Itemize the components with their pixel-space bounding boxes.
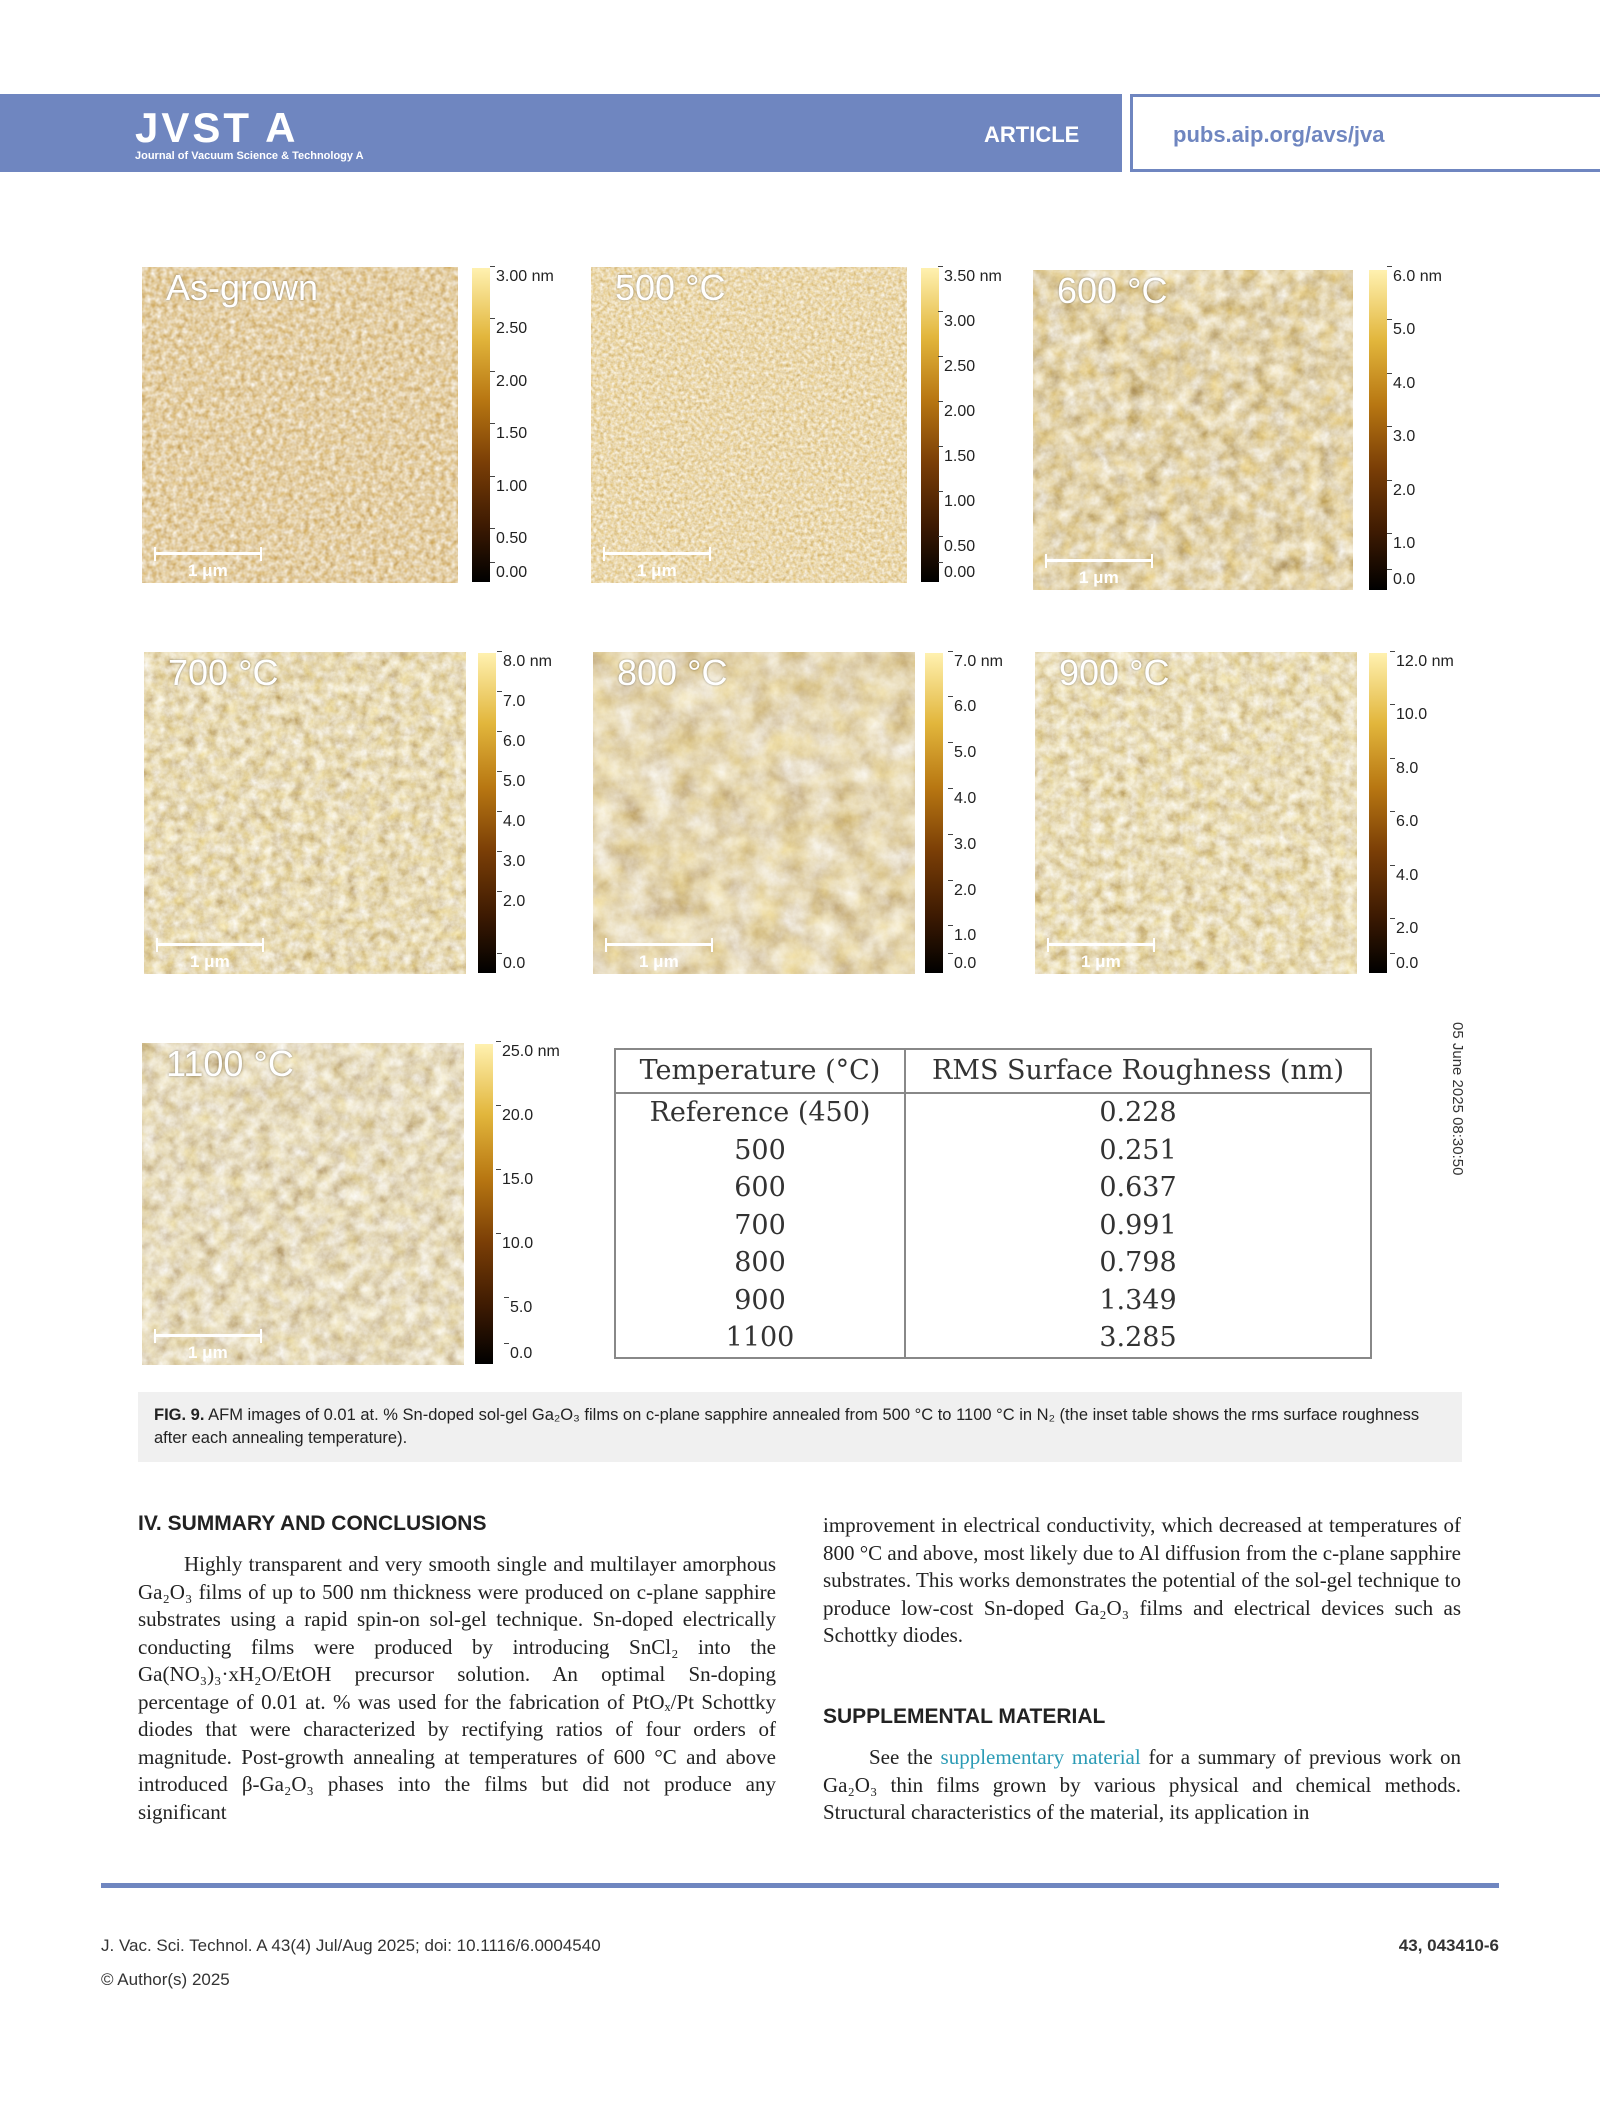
journal-logo: JVST A <box>135 104 299 151</box>
table-row <box>615 1244 1371 1282</box>
table-cell: 0.251 <box>905 1132 1371 1170</box>
header-url-box <box>1130 94 1600 172</box>
afm-texture <box>1033 270 1353 590</box>
footer-page-number: 43, 043410-6 <box>1398 1936 1499 1955</box>
colorbar-label: 3.00 <box>944 313 976 330</box>
colorbar-label: 4.0 <box>1393 375 1416 392</box>
colorbar-700c <box>478 653 496 973</box>
summary-left-column <box>138 1551 776 1826</box>
colorbar-label: 7.0 nm <box>954 653 1003 670</box>
afm-label: 600 °C <box>1057 270 1168 311</box>
table-cell: Reference (450) <box>615 1093 905 1132</box>
table-header-row <box>615 1049 1371 1093</box>
figure-caption-text: AFM images of 0.01 at. % Sn-doped sol-gel Ga₂O₃ films on c-plane sapphire annealed from 500 °C to 1100 °C in N₂ (the inset table shows the rms surface roughness after each annealing temperature). <box>154 1406 1420 1447</box>
colorbar-label: 2.50 <box>496 320 528 337</box>
figure-label: FIG. 9. <box>154 1406 205 1424</box>
table-cell: 0.798 <box>905 1244 1371 1282</box>
afm-label: 500 °C <box>615 267 726 308</box>
colorbar-label: 2.0 <box>1393 482 1416 499</box>
scale-bar <box>1047 938 1155 952</box>
afm-image-600c <box>1033 270 1353 590</box>
colorbar-as-grown <box>472 268 490 582</box>
colorbar-600c <box>1369 270 1387 590</box>
colorbar-label: 0.00 <box>944 564 976 581</box>
table-cell: 800 <box>615 1244 905 1282</box>
afm-label: 700 °C <box>168 652 279 693</box>
afm-image-1100c <box>142 1043 464 1365</box>
table-row <box>615 1282 1371 1320</box>
table-cell: 0.637 <box>905 1169 1371 1207</box>
table-header: RMS Surface Roughness (nm) <box>905 1049 1371 1093</box>
header-bar <box>0 94 1122 172</box>
section-heading-summary: IV. SUMMARY AND CONCLUSIONS <box>138 1512 487 1535</box>
scale-bar <box>154 547 262 561</box>
colorbar-label: 1.0 <box>954 927 977 944</box>
afm-image-700c <box>144 652 466 974</box>
colorbar-label: 1.0 <box>1393 535 1416 552</box>
colorbar-label: 8.0 <box>1396 760 1419 777</box>
afm-label: 900 °C <box>1059 652 1170 693</box>
colorbar-label: 0.0 <box>510 1345 533 1362</box>
afm-label: 800 °C <box>617 652 728 693</box>
afm-label: As-grown <box>166 267 319 308</box>
supplemental-text <box>823 1744 1461 1827</box>
colorbar-800c <box>925 653 943 973</box>
table-cell: 3.285 <box>905 1319 1371 1358</box>
colorbar-label: 6.0 nm <box>1393 268 1442 285</box>
afm-image-900c <box>1035 652 1357 974</box>
colorbar-label: 5.0 <box>954 744 977 761</box>
colorbar-label: 4.0 <box>1396 867 1419 884</box>
scale-bar <box>156 938 264 952</box>
table-row <box>615 1132 1371 1170</box>
scale-bar-text: 1 μm <box>1079 568 1119 587</box>
scale-bar-text: 1 μm <box>639 952 679 971</box>
afm-image-500c <box>591 267 907 583</box>
afm-texture <box>142 1043 464 1365</box>
journal-name: Journal of Vacuum Science & Technology A <box>135 150 364 162</box>
afm-label: 1100 °C <box>166 1043 294 1084</box>
table-cell: 0.991 <box>905 1207 1371 1245</box>
afm-texture <box>593 652 915 974</box>
footer-citation: J. Vac. Sci. Technol. A 43(4) Jul/Aug 2025; doi: 10.1116/6.0004540 <box>101 1936 601 1955</box>
colorbar-label: 4.0 <box>503 813 526 830</box>
table-cell: 1.349 <box>905 1282 1371 1320</box>
colorbar-label: 0.0 <box>503 955 526 972</box>
colorbar-label: 25.0 nm <box>502 1043 560 1060</box>
footer-copyright: © Author(s) 2025 <box>101 1970 230 1989</box>
table-cell: 500 <box>615 1132 905 1170</box>
summary-paragraph-continued: improvement in electrical conductivity, which decreased at temperatures of 800 °C and above, most likely due to Al diffusion from the c-plane sapphire substrates. This works demonstrates the potential of the sol-gel technique to produce low-cost Sn-doped Ga₂O₃ films and electrical devices such as Schottky diodes. <box>823 1513 1461 1647</box>
colorbar-label: 10.0 <box>1396 706 1428 723</box>
scale-bar-text: 1 μm <box>188 561 228 580</box>
colorbar-label: 0.00 <box>496 564 528 581</box>
afm-texture <box>144 652 466 974</box>
table-cell: 1100 <box>615 1319 905 1358</box>
scale-bar <box>603 547 711 561</box>
colorbar-label: 20.0 <box>502 1107 534 1124</box>
colorbar-label: 0.0 <box>1393 571 1416 588</box>
colorbar-label: 10.0 <box>502 1235 534 1252</box>
colorbar-label: 12.0 nm <box>1396 653 1454 670</box>
colorbar-label: 3.0 <box>954 836 977 853</box>
table-cell: 900 <box>615 1282 905 1320</box>
colorbar-label: 3.0 <box>1393 428 1416 445</box>
colorbar-label: 6.0 <box>954 698 977 715</box>
table-cell: 0.228 <box>905 1093 1371 1132</box>
afm-texture <box>1035 652 1357 974</box>
afm-texture <box>142 267 458 583</box>
colorbar-label: 3.00 nm <box>496 268 554 285</box>
colorbar-label: 3.50 nm <box>944 268 1002 285</box>
table-cell: 600 <box>615 1169 905 1207</box>
summary-paragraph: Highly transparent and very smooth single and multilayer amorphous Ga₂O₃ films of up to 500 nm thickness were produced on c-plane sapphire substrates using a rapid spin-on sol-gel technique. Sn-doped electrically conducting films were produced by introducing SnCl₂ into the Ga(NO₃)₃·xH₂O/EtOH precursor solution. An optimal Sn-doping percentage of 0.01 at. % was used for the fabrication of PtOₓ/Pt Schottky diodes that were characterized by rectifying ratios of four orders of magnitude. Post-growth annealing at temperatures of 600 °C and above introduced β-Ga₂O₃ phases into the films but did not produce any significant <box>138 1552 776 1824</box>
colorbar-label: 5.0 <box>503 773 526 790</box>
journal-header <box>0 94 1600 172</box>
supplemental-text-before: See the <box>869 1745 941 1769</box>
colorbar-label: 15.0 <box>502 1171 534 1188</box>
table-row <box>615 1093 1371 1132</box>
scale-bar-text: 1 μm <box>637 561 677 580</box>
table-row <box>615 1319 1371 1358</box>
colorbar-500c <box>921 268 939 582</box>
colorbar-label: 0.50 <box>944 538 976 555</box>
colorbar-label: 8.0 nm <box>503 653 552 670</box>
scale-bar <box>605 938 713 952</box>
colorbar-label: 6.0 <box>1396 813 1419 830</box>
supplementary-material-link[interactable]: supplementary material <box>940 1745 1141 1769</box>
section-heading-supplemental: SUPPLEMENTAL MATERIAL <box>823 1705 1106 1728</box>
colorbar-label: 0.0 <box>1396 955 1419 972</box>
colorbar-label: 1.50 <box>496 425 528 442</box>
roughness-table <box>614 1048 1372 1359</box>
colorbar-label: 1.00 <box>496 478 528 495</box>
scale-bar <box>154 1329 262 1343</box>
colorbar-1100c <box>475 1044 493 1364</box>
colorbar-label: 2.00 <box>944 403 976 420</box>
table-cell: 700 <box>615 1207 905 1245</box>
summary-right-column <box>823 1512 1461 1650</box>
scale-bar <box>1045 554 1153 568</box>
download-timestamp: 05 June 2025 08:30:50 <box>1449 1022 1466 1176</box>
colorbar-label: 1.00 <box>944 493 976 510</box>
figure-caption <box>138 1392 1462 1462</box>
footer-divider <box>101 1883 1499 1888</box>
colorbar-label: 2.0 <box>1396 920 1419 937</box>
supplemental-paragraph <box>823 1744 1461 1827</box>
colorbar-label: 3.0 <box>503 853 526 870</box>
scale-bar-text: 1 μm <box>1081 952 1121 971</box>
colorbar-label: 1.50 <box>944 448 976 465</box>
colorbar-label: 2.0 <box>954 882 977 899</box>
scale-bar-text: 1 μm <box>190 952 230 971</box>
colorbar-label: 7.0 <box>503 693 526 710</box>
afm-image-800c <box>593 652 915 974</box>
colorbar-label: 5.0 <box>510 1299 533 1316</box>
table-row <box>615 1169 1371 1207</box>
supplemental-text-after: for a summary of previous work on Ga₂O₃ thin films grown by various physical and chemical methods. Structural characteristics of the material, its application in <box>823 1745 1462 1824</box>
colorbar-label: 2.00 <box>496 373 528 390</box>
colorbar-label: 0.0 <box>954 955 977 972</box>
colorbar-label: 4.0 <box>954 790 977 807</box>
article-label: ARTICLE <box>984 122 1080 147</box>
colorbar-label: 2.50 <box>944 358 976 375</box>
colorbar-label: 2.0 <box>503 893 526 910</box>
afm-texture <box>591 267 907 583</box>
scale-bar-text: 1 μm <box>188 1343 228 1362</box>
afm-image-as-grown <box>142 267 458 583</box>
table-header: Temperature (°C) <box>615 1049 905 1093</box>
colorbar-900c <box>1369 653 1387 973</box>
colorbar-label: 6.0 <box>503 733 526 750</box>
colorbar-label: 5.0 <box>1393 321 1416 338</box>
journal-url-link[interactable]: pubs.aip.org/avs/jva <box>1173 122 1385 147</box>
table-row <box>615 1207 1371 1245</box>
colorbar-label: 0.50 <box>496 530 528 547</box>
